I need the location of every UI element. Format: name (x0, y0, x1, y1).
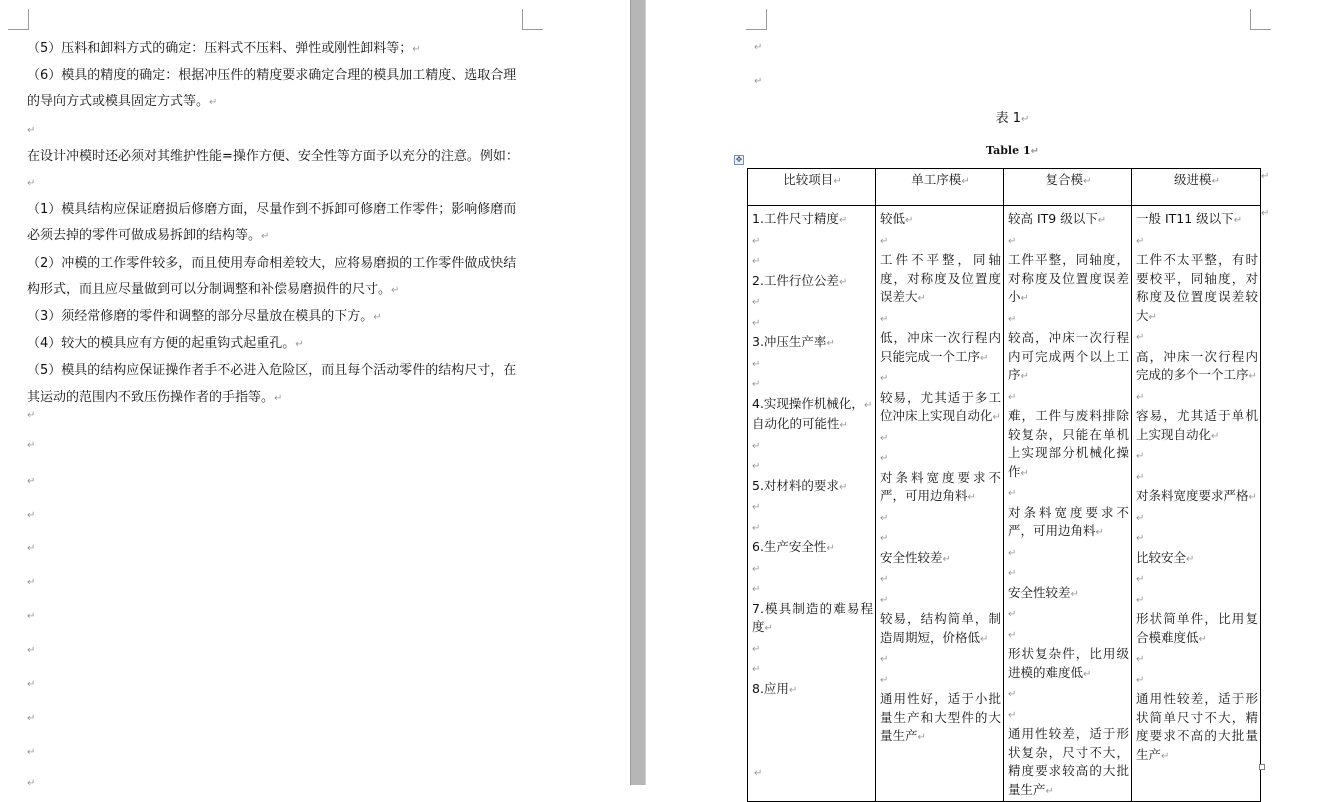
paragraph-mark: ↵ (752, 235, 761, 247)
paragraph-mark: ↵ (752, 317, 761, 329)
cell-paragraph (752, 436, 873, 457)
empty-paragraph-mark[interactable]: ↵ (27, 747, 36, 758)
paragraph-mark: ↵ (880, 654, 889, 665)
cell-paragraph (1008, 645, 1129, 684)
paragraph-mark: ↵ (1008, 609, 1017, 620)
cell-text: 2.工件行位公差 (752, 272, 839, 288)
cell-paragraph (752, 374, 873, 395)
cell-text: 通用性好，适于小批量生产和大型件的大量生产 (880, 691, 1001, 743)
cell-text: 容易，尤其适于单机上实现自动化 (1136, 408, 1258, 442)
empty-paragraph-mark[interactable]: ↵ (27, 440, 36, 451)
paragraph-mark: ↵ (1008, 391, 1017, 403)
cell-paragraph (1136, 528, 1258, 549)
paragraph-mark: ↵ (1045, 785, 1054, 797)
table-header-cell[interactable]: 单工序模↵ (876, 169, 1004, 206)
cell-paragraph (752, 272, 873, 293)
paragraph-mark: ↵ (1008, 568, 1017, 579)
cell-paragraph (752, 313, 873, 334)
paragraph-mark: ↵ (1008, 689, 1017, 700)
paragraph-mark: ↵ (880, 533, 889, 544)
cell-text: 形状复杂件，比用级进模的难度低 (1008, 646, 1129, 680)
table-cell[interactable] (876, 206, 1004, 802)
cell-text: 通用性较差，适于形状简单尺寸不大，精度要求不高的大批量生产 (1136, 691, 1258, 762)
cell-paragraph (1136, 407, 1258, 446)
cell-text: 安全性较差 (1008, 584, 1071, 600)
paragraph-mark: ↵ (880, 313, 889, 325)
cell-text: 工件平整，同轴度，对称度及位置度误差小 (1008, 252, 1129, 304)
row-end-mark: ↵ (1261, 208, 1270, 219)
paragraph-mark: ↵ (1248, 371, 1257, 382)
empty-paragraph-mark[interactable]: ↵ (27, 778, 36, 789)
cell-paragraph (1136, 210, 1258, 231)
cell-paragraph (752, 354, 873, 375)
paragraph-mark: ↵ (1008, 313, 1017, 325)
cell-text: 工件不太平整，有时要校平，同轴度，对称度及位置度误差较大 (1136, 252, 1258, 323)
paragraph-mark: ↵ (752, 584, 761, 595)
paragraph-mark: ↵ (826, 338, 835, 349)
cell-paragraph (752, 415, 873, 436)
cell-paragraph (752, 210, 873, 231)
empty-paragraph-mark[interactable]: ↵ (27, 510, 36, 521)
cell-text: 5.对材料的要求 (752, 477, 839, 493)
paragraph-mark: ↵ (1095, 527, 1104, 538)
cell-paragraph (880, 368, 1001, 389)
cell-text: 较高 IT9 级以下 (1008, 211, 1098, 226)
paragraph[interactable]: （5）模具的结构应保证操作者手不必进入危险区，而且每个活动零件的结构尺寸，在其运动的范围内不致压伤操作者的手指等。↵ (27, 363, 517, 405)
cell-paragraph (1008, 625, 1129, 646)
cell-paragraph (1136, 590, 1258, 611)
cell-paragraph (1008, 329, 1129, 387)
paragraph-mark: ↵ (1020, 371, 1029, 382)
cell-paragraph (1008, 504, 1129, 543)
paragraph-mark: ↵ (752, 461, 761, 472)
cell-paragraph (880, 210, 1001, 231)
cell-paragraph (880, 389, 1001, 428)
table-resize-handle[interactable] (1259, 764, 1265, 770)
cell-paragraph (752, 477, 873, 498)
row-end-mark: ↵ (1261, 171, 1270, 182)
cell-paragraph (752, 456, 873, 477)
cell-paragraph (752, 579, 873, 600)
cell-text: 工件不平整，同轴度，对称度及位置度误差大 (880, 252, 1001, 304)
paragraph-mark: ↵ (880, 574, 889, 585)
cell-paragraph (880, 428, 1001, 449)
paragraph-mark: ↵ (1008, 547, 1017, 559)
cell-text: 难，工件与废料排除较复杂，只能在单机上实现部分机械化操作 (1008, 408, 1129, 479)
paragraph-mark: ↵ (1186, 553, 1195, 565)
body-text[interactable] (27, 36, 527, 412)
cell-paragraph (1136, 348, 1258, 387)
paragraph-mark: ↵ (752, 297, 761, 308)
cell-paragraph (752, 680, 873, 701)
paragraph[interactable]: ↵ (27, 124, 36, 136)
cell-paragraph (880, 569, 1001, 590)
paragraph-mark: ↵ (752, 379, 761, 390)
cell-paragraph (752, 559, 873, 580)
cell-text: 3.冲压生产率 (752, 334, 827, 349)
cell-text: 6.生产安全性 (752, 539, 827, 554)
paragraph-mark: ↵ (1148, 311, 1157, 323)
cell-paragraph (1136, 690, 1258, 766)
cell-paragraph (880, 329, 1001, 368)
paragraph-mark: ↵ (1083, 668, 1092, 680)
cell-paragraph (752, 292, 873, 313)
cell-paragraph (880, 528, 1001, 549)
table-row (748, 206, 1261, 802)
cell-paragraph (752, 659, 873, 680)
cell-paragraph (1008, 684, 1129, 705)
paragraph-mark: ↵ (967, 492, 976, 503)
paragraph-mark: ↵ (880, 235, 889, 247)
empty-paragraph-mark[interactable]: ↵ (27, 577, 36, 588)
paragraph-mark: ↵ (1136, 391, 1145, 403)
paragraph-mark: ↵ (1136, 674, 1145, 686)
paragraph-mark: ↵ (752, 502, 761, 513)
cell-paragraph (1136, 487, 1258, 508)
paragraph-mark: ↵ (752, 664, 761, 675)
paragraph-mark: ↵ (1136, 533, 1145, 544)
paragraph-mark: ↵ (1020, 293, 1029, 304)
paragraph-mark: ↵ (905, 215, 914, 226)
paragraph-mark: ↵ (1136, 574, 1145, 585)
paragraph-mark: ↵ (917, 732, 926, 743)
paragraph-mark: ↵ (980, 633, 989, 645)
cell-text: 对条料宽度要求严格 (1136, 488, 1249, 503)
cell-paragraph (1136, 549, 1258, 570)
cell-paragraph (880, 448, 1001, 469)
empty-paragraph-mark[interactable]: ↵ (27, 679, 36, 690)
page-corner-mark (8, 9, 29, 30)
cell-text: 高，冲床一次行程内完成的多个一个工序 (1136, 348, 1258, 382)
paragraph-mark: ↵ (880, 453, 889, 464)
cell-paragraph (880, 309, 1001, 330)
paragraph-mark: ↵ (838, 215, 848, 226)
cell-text: 对条料宽度要求不严，可用边角料 (1008, 504, 1129, 538)
table-cell[interactable] (1132, 206, 1261, 802)
cell-text: 通用性较差，适于形状复杂，尺寸不大，精度要求较高的大批量生产 (1008, 726, 1129, 797)
cell-paragraph (1008, 309, 1129, 330)
paragraph[interactable]: （4）较大的模具应有方便的起重钩式起重孔。↵ (27, 336, 304, 352)
paragraph-mark: ↵ (1097, 215, 1107, 226)
cell-paragraph (1008, 584, 1129, 605)
table-caption-chinese[interactable]: 表 1↵ (995, 111, 1030, 126)
cell-paragraph (1136, 670, 1258, 691)
cell-paragraph (880, 610, 1001, 649)
paragraph-mark: ↵ (752, 440, 761, 452)
cell-paragraph (1008, 725, 1129, 801)
paragraph-mark: ↵ (788, 684, 798, 696)
empty-paragraph-mark[interactable]: ↵ (27, 645, 36, 656)
paragraph[interactable]: （3）须经常修磨的零件和调整的部分尽量放在模具的下方。↵ (27, 309, 382, 325)
paragraph-mark: ↵ (863, 399, 873, 411)
empty-paragraph-mark[interactable]: ↵ (754, 76, 763, 87)
page-corner-mark (746, 9, 767, 30)
paragraph-mark: ↵ (752, 563, 761, 575)
page-corner-mark (1250, 9, 1271, 30)
paragraph-mark: ↵ (880, 512, 889, 524)
table-header-cell[interactable]: 复合模↵ (1004, 169, 1132, 206)
paragraph-mark: ↵ (980, 352, 989, 364)
cell-text: 比较安全 (1136, 549, 1187, 565)
page-gap (630, 0, 646, 785)
cell-paragraph (880, 590, 1001, 611)
cell-text: 1.工件尺寸精度 (752, 211, 839, 226)
cell-text: 4.实现操作机械化， (752, 395, 864, 411)
paragraph-mark: ↵ (880, 594, 889, 606)
cell-paragraph (1008, 563, 1129, 584)
document-page-left (0, 0, 630, 789)
cell-paragraph (1008, 705, 1129, 726)
table-cell[interactable] (748, 206, 876, 802)
cell-paragraph (1008, 231, 1129, 252)
cell-paragraph (880, 231, 1001, 252)
cell-paragraph (880, 469, 1001, 508)
cell-paragraph (1008, 604, 1129, 625)
cell-paragraph (1136, 467, 1258, 488)
cell-paragraph (1136, 446, 1258, 467)
cell-text: 形状简单件，比用复合模难度低 (1136, 611, 1258, 645)
cell-paragraph (752, 251, 873, 272)
cell-text: 较易，尤其适于多工位冲床上实现自动化 (880, 389, 1001, 423)
empty-paragraph-mark[interactable]: ↵ (27, 543, 36, 554)
empty-paragraph-mark[interactable]: ↵ (27, 611, 36, 622)
cell-paragraph (1136, 387, 1258, 408)
paragraph-mark: ↵ (1008, 488, 1017, 499)
cell-paragraph (1136, 508, 1258, 529)
cell-paragraph (752, 518, 873, 539)
paragraph[interactable]: （6）模具的精度的确定：根据冲压件的精度要求确定合理的模具加工精度、选取合理的导向方式或模具固定方式等。↵ (27, 68, 517, 110)
cell-paragraph (880, 670, 1001, 691)
paragraph-mark: ↵ (1136, 451, 1145, 462)
table-move-handle-icon[interactable]: ✥ (735, 155, 743, 164)
paragraph-mark: ↵ (1136, 594, 1145, 606)
cell-paragraph (1008, 251, 1129, 309)
paragraph-mark: ↵ (752, 358, 761, 370)
cell-paragraph (752, 395, 873, 416)
cell-paragraph (1136, 610, 1258, 649)
comparison-table[interactable] (747, 168, 1261, 802)
cell-paragraph (880, 251, 1001, 309)
paragraph-mark: ↵ (1136, 654, 1145, 665)
cell-paragraph (1136, 327, 1258, 348)
cell-paragraph (1008, 210, 1129, 231)
cell-text: 自动化的可能性 (752, 416, 840, 431)
cell-paragraph (752, 639, 873, 660)
paragraph-mark: ↵ (1008, 709, 1017, 721)
cell-text: 较低 (880, 211, 906, 226)
cell-paragraph (752, 538, 873, 559)
table-header-cell[interactable]: 级进模↵ (1132, 169, 1261, 206)
table-header-row (748, 169, 1261, 206)
paragraph-mark: ↵ (1248, 492, 1257, 503)
cell-paragraph (752, 497, 873, 518)
empty-paragraph-mark[interactable]: ↵ (754, 768, 763, 779)
paragraph-mark: ↵ (1161, 750, 1170, 762)
cell-text: 7.模具制造的难易程度 (752, 600, 873, 634)
paragraph-mark: ↵ (752, 256, 761, 267)
cell-paragraph (1136, 251, 1258, 327)
paragraph-mark: ↵ (764, 623, 773, 634)
paragraph-mark: ↵ (1070, 588, 1079, 600)
table-caption-english[interactable]: Table 1↵ (985, 144, 1039, 157)
paragraph-mark: ↵ (839, 420, 848, 431)
cell-paragraph (880, 508, 1001, 529)
cell-paragraph (1136, 231, 1258, 252)
paragraph-mark: ↵ (917, 293, 926, 304)
cell-paragraph (1008, 387, 1129, 408)
cell-paragraph (880, 549, 1001, 570)
paragraph-mark: ↵ (1136, 471, 1145, 483)
paragraph-mark: ↵ (880, 373, 889, 384)
cell-paragraph (880, 649, 1001, 670)
paragraph-mark: ↵ (880, 674, 889, 686)
paragraph-mark: ↵ (1136, 332, 1145, 343)
paragraph-mark: ↵ (1211, 430, 1220, 442)
paragraph[interactable]: （5）压料和卸料方式的确定：压料式不压料、弹性或刚性卸料等；↵ (27, 41, 421, 56)
cell-paragraph (1136, 649, 1258, 670)
paragraph-mark: ↵ (1136, 512, 1145, 524)
cell-paragraph (1008, 543, 1129, 564)
cell-text: 较易，结构简单，制造周期短，价格低 (880, 611, 1001, 645)
cell-paragraph (752, 600, 873, 639)
paragraph[interactable]: （1）模具结构应保证磨损后修磨方面，尽量作到不拆卸可修磨工作零件；影响修磨而必须去掉的零件可做成易拆卸的结构等。↵ (27, 202, 517, 244)
paragraph-mark: ↵ (1020, 467, 1029, 479)
paragraph-mark: ↵ (826, 543, 835, 554)
paragraph[interactable]: 在设计冲模时还必须对其维护性能=操作方便、安全性等方面予以充分的注意。例如：↵ (27, 148, 519, 190)
paragraph-mark: ↵ (942, 553, 951, 565)
cell-paragraph (752, 231, 873, 252)
empty-paragraph-mark[interactable]: ↵ (27, 410, 36, 421)
paragraph-mark: ↵ (1136, 235, 1145, 247)
paragraph-mark: ↵ (880, 432, 889, 444)
cell-text: 一般 IT11 级以下 (1136, 211, 1234, 226)
paragraph-mark: ↵ (838, 276, 848, 288)
empty-paragraph-mark[interactable]: ↵ (27, 476, 36, 487)
cell-text: 8.应用 (752, 680, 789, 696)
table-header-cell[interactable]: 比较项目↵ (748, 169, 876, 206)
paragraph-mark: ↵ (838, 481, 848, 493)
paragraph-mark: ↵ (1008, 235, 1017, 247)
cell-text: 安全性较差 (880, 549, 943, 565)
paragraph-mark: ↵ (752, 643, 761, 655)
paragraph[interactable]: （2）冲模的工作零件较多，而且使用寿命相差较大，应将易磨损的工作零件做成快结构形式，而且应尽量做到可以分制调整和补偿易磨损件的尺寸。↵ (27, 255, 517, 297)
cell-paragraph (752, 333, 873, 354)
paragraph-mark: ↵ (992, 412, 1001, 423)
empty-paragraph-mark[interactable]: ↵ (27, 713, 36, 724)
cell-paragraph (1008, 407, 1129, 483)
cell-text: 较高，冲床一次行程内可完成两个以上工序 (1008, 330, 1129, 382)
page-corner-mark (522, 9, 543, 30)
cell-text: 低，冲床一次行程内只能完成一个工序 (880, 330, 1001, 364)
paragraph-mark: ↵ (1008, 629, 1017, 641)
paragraph-mark: ↵ (752, 522, 761, 534)
cell-paragraph (1136, 569, 1258, 590)
empty-paragraph-mark[interactable]: ↵ (754, 42, 763, 53)
paragraph-mark: ↵ (1198, 633, 1207, 645)
cell-text: 对条料宽度要求不严，可用边角料 (880, 469, 1001, 503)
cell-paragraph (880, 690, 1001, 748)
table-cell[interactable] (1004, 206, 1132, 802)
paragraph-mark: ↵ (1233, 215, 1243, 226)
cell-paragraph (1008, 483, 1129, 504)
